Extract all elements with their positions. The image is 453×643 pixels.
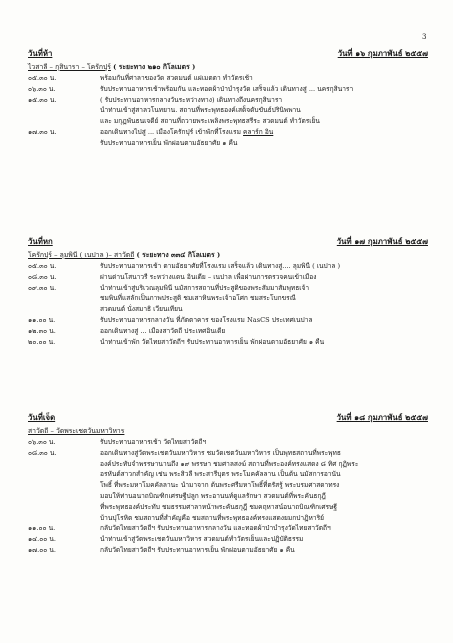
day-header [28,412,428,424]
day-label: วันที่เจ็ด [28,413,56,422]
itinerary-row [28,534,428,545]
description: รับประทานอาหารกลางวัน ที่ภัตตาคาร ของโรงแรม NasCS ประเทศเนปาล [100,315,313,324]
description [100,127,428,138]
time: ๐๘.๓๐ น. [28,448,57,457]
itinerary-row [28,95,428,106]
description: ( รับประทานอาหารกลางวันระหว่างทาง) เดินทางถึงนครกุสินารา [100,95,283,104]
description: นำท่านเข้าพัก วัดไทยสาวัตถีฯ รับประทานอาหารเย็น พักผ่อนตามอัธยาศัย ๑ คืน [100,337,325,346]
itinerary-row [28,127,428,138]
itinerary-row [28,283,428,294]
itinerary-row [28,337,428,348]
description: ออกเดินทางสู่วัดพระเชตวันมหาวิหาร ชมวัดเชตวันมหาวิหาร เป็นพุทธสถานที่พระพุทธ [100,448,341,457]
page-number: 3 [422,33,427,41]
route-line [28,62,428,73]
time: ๑๒.๓๐ น. [28,326,56,335]
route-name: โครักปุร์ – ลุมพินี ( เนปาล )– สาวัตถี [28,251,135,259]
time: ๐๙.๓๐ น. [28,283,57,292]
description-continued: รับประทานอาหารเย็น พักผ่อนตามอัธยาศัย ๑ คืน [100,138,238,147]
description: นำท่านเข้าสู่บริเวณลุมพินี นมัสการสถานที่ประสูติของพระสัมมาสัมพุทธเจ้า [100,283,310,292]
description-continued: อรหันต์สาวกสำคัญ เช่น พระสิวลี พระสารีบุตร พระโมคคัลลาน เป็นต้น นมัสการอานัน [100,470,341,479]
time: ๑๗.๐๐ น. [28,545,56,554]
itinerary-row [28,448,428,459]
route-line [28,426,428,437]
itinerary-row [28,315,428,326]
day-date: วันที่ ๑๖ กุมภาพันธ์ ๒๕๕๗ [337,49,428,58]
itinerary-row [28,73,428,84]
day-section [28,48,428,149]
time: ๒๐.๐๐ น. [28,337,56,346]
description: รับประทานอาหารเช้า ตามอัธยาศัยที่โรงแรม เสร็จแล้ว เดินทางสู่.... ลุมพินี ( เนปาล ) [100,262,341,270]
time: ๑๔.๐๐ น. [28,535,57,544]
itinerary-row [28,545,428,556]
day-date: วันที่ ๑๘ กุมภาพันธ์ ๒๕๕๗ [336,413,428,422]
description: รับประทานอาหารเช้าพร้อมกัน และทอดผ้าป่าบำรุงวัด เสร็จแล้ว เดินทางสู่ ... นครกุสินารา [100,84,354,93]
description: ผ่านด่านโสนาวรี ระหว่างแดน อินเดีย – เนปาล เพื่อผ่านการตรวจคนเข้าเมือง [100,272,317,281]
day-header [28,48,428,60]
description-continued: ที่พระพุทธองค์ประทับ ชมธรรมศาลาหน้าพระคันธกุฎี ชมคฤหาสน์อนาถบิณฑิกเศรษฐี [100,502,338,511]
time: ๐๖.๓๐ น. [28,438,56,446]
description: รับประทานอาหารเช้า วัดไทยสาวัตถีฯ [100,438,207,446]
route-name: ไวสาลี – กุสินารา – โครักปุร์ [28,63,111,71]
itinerary-row [28,261,428,272]
route-distance: ( ระยะทาง ๒๑๐ กิโลเมตร ) [113,63,196,71]
day-label: วันที่ห้า [28,49,53,58]
time: ๑๕.๓๐ น. [28,95,57,104]
hotel-name: คลาร์ก อิน [243,127,274,136]
route-distance: ( ระยะทาง ๓๓๔ กิโลเมตร ) [136,251,221,259]
description-continued: นำท่านเข้าสู่สาลวโนทยาน. สถานที่พระพุทธองค์เสด็จดับขันธ์ปรินิพพาน [100,106,301,115]
itinerary-row [28,272,428,283]
time: ๐๘.๓๐ น. [28,272,57,281]
route-name: สาวัตถี – วัดพระเชตวันมหาวิหาร [28,427,125,435]
day-header [28,236,428,248]
description-continued: โพธิ์ ที่พระมหาโมคคัลลานะ นำมาจาก ต้นพระศรีมหาโพธิ์ที่ตรัสรู้ พระบรมศาสดาทรง [100,481,340,490]
itinerary-row [28,84,428,95]
time: ๐๖.๓๐ น. [28,84,56,93]
description: พร้อมกันที่ศาลาของวัด สวดมนต์ แผ่เมตตา ทำวัตรเช้า [100,74,253,82]
description-text: ออกเดินทางไปสู่ ... เมืองโครักปุร์ เข้าพักที่โรงแรม [100,127,241,136]
description-continued: องค์ประทับจำพรรษานานถึง ๑๙ พรรษา ชมศาลสงฆ์ สถานที่พระองค์ทรงแสดง ๘ ทิศ กุฏิพระ [100,459,359,468]
itinerary-row [28,326,428,337]
time: ๐๕.๓๐ น. [28,262,57,270]
time: ๐๕.๓๐ น. [28,74,57,82]
time: ๑๑.๐๐ น. [28,315,56,324]
route-line [28,250,428,261]
description-continued: และ มกุฏพันธนเจดีย์ สถานที่ถวายพระเพลิงพระพุทธสรีระ สวดมนต์ ทำวัตรเย็น [100,117,320,126]
time: ๑๑.๐๐ น. [28,524,56,533]
description-continued: ชมพินที่แสลักเป็นภาพประสูติ ชมเสาหินพระเจ้าอโศก ชมสระโบกขรณี [100,294,296,303]
description: นำท่านเข้าสู่วัดพระเชตวันมหาวิหาร สวดมนต์ทำวัตรเย็นและปฏิบัติธรรม [100,535,304,544]
description-continued: บ้านปุโรหิต ชมสถานที่สำคัญคือ ชมสถานที่พระพุทธองค์ทรงแสดงยมกปาฏิหาริย์ [100,513,324,522]
day-date: วันที่ ๑๗ กุมภาพันธ์ ๒๕๕๗ [336,237,428,246]
description: กลับวัดไทยสาวัตถีฯ รับประทานอาหารกลางวัน และทอดผ้าป่าบำรุงวัดไทยสาวัตถีฯ [100,524,331,533]
itinerary-row [28,523,428,534]
time: ๑๗.๓๐ น. [28,127,57,136]
day-section [28,236,428,347]
day-section [28,412,428,556]
description-continued: มอบให้ท่านอนาถบิณฑิกเศรษฐีปลูก พระอานนท์ดูแลรักษา สวดมนต์ที่พระคันธกุฎี [100,491,326,500]
description: ออกเดินทางสู่ ... เมืองสาวัตถี ประเทศอินเดีย [100,326,226,335]
day-label: วันที่หก [28,237,53,246]
description-continued: สวดมนต์ นั่งสมาธิ เวียนเทียน [100,305,183,314]
itinerary-row [28,437,428,448]
description: กลับวัดไทยสาวัตถีฯ รับประทานอาหารเย็น พักผ่อนตามอัธยาศัย ๑ คืน [100,545,295,554]
